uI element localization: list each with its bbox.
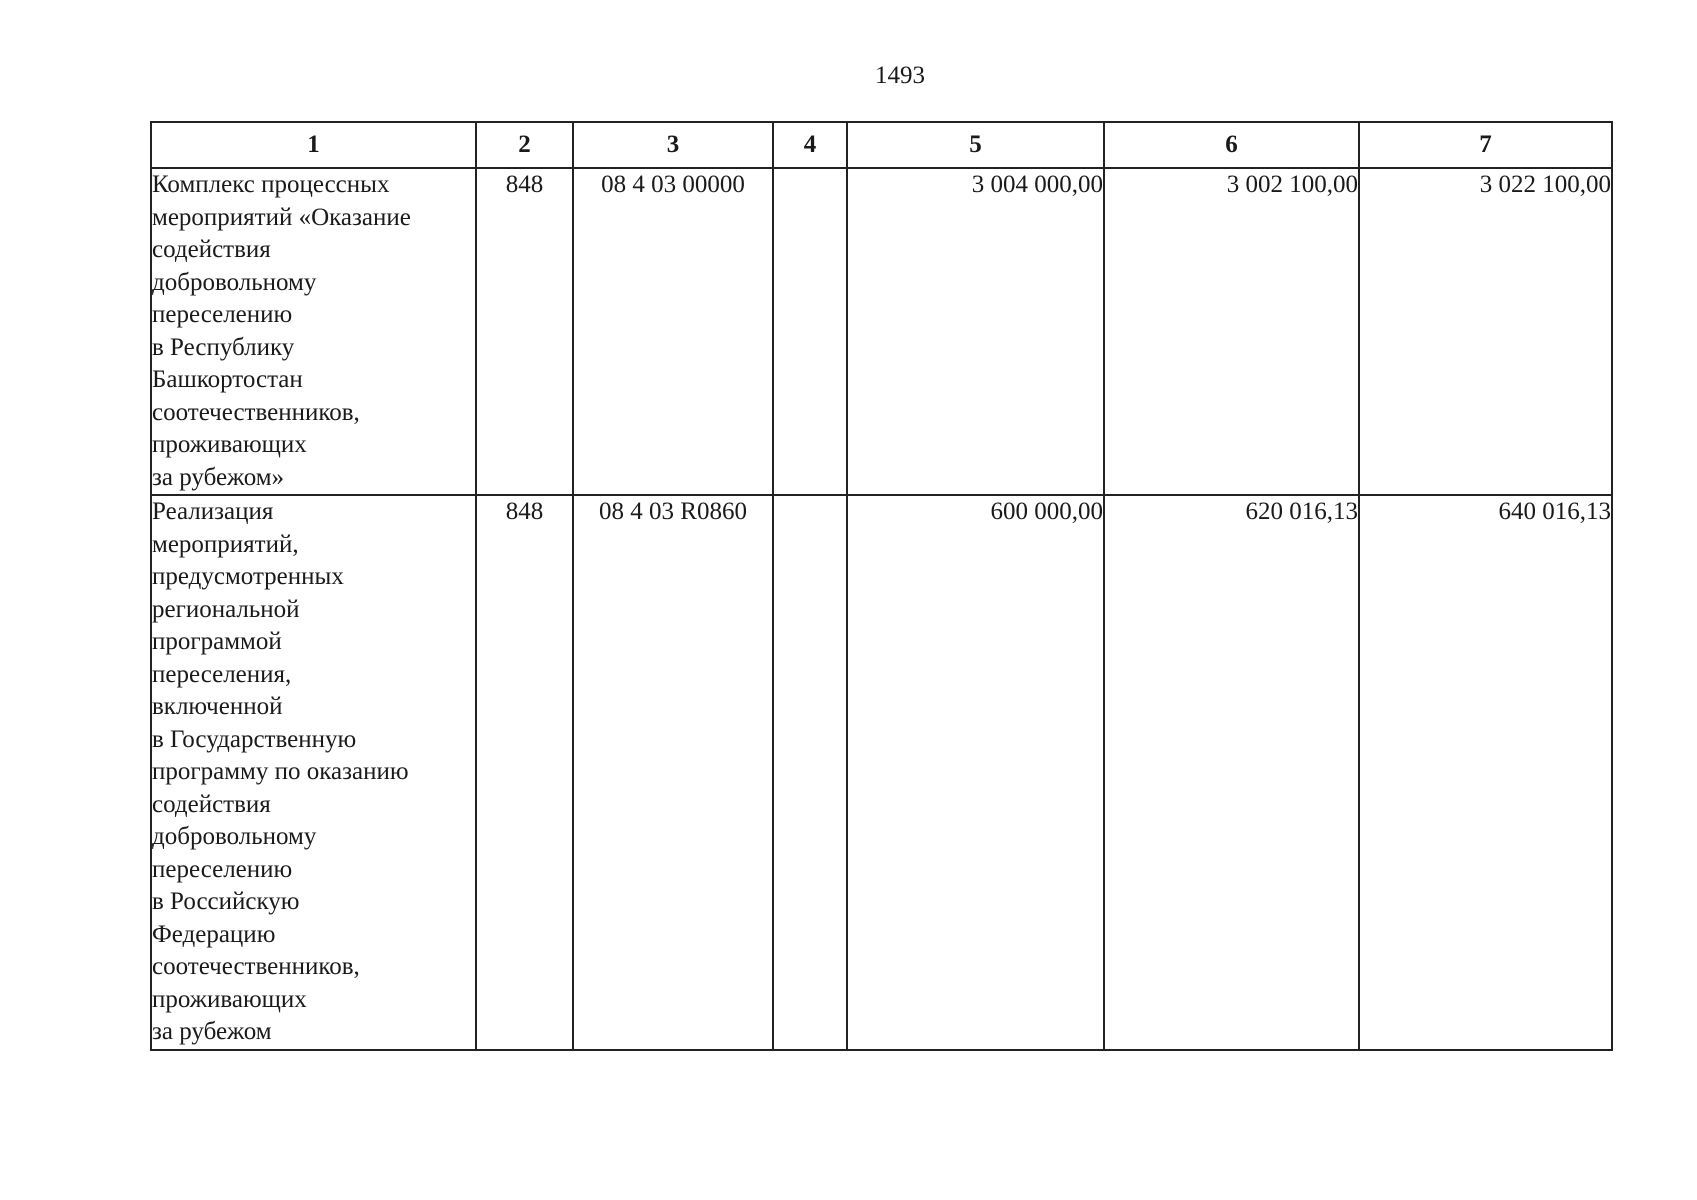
row-2-col-2: 848 [476, 495, 573, 1050]
name-line: переселению [152, 301, 293, 328]
name-line: программу по оказанию [152, 758, 409, 785]
table-row [151, 495, 1612, 1050]
name-line: переселения, [152, 660, 292, 688]
row-2-col-5: 600 000,00 [847, 495, 1104, 1050]
name-line: соотечественников, [152, 953, 360, 980]
name-line: содействия [152, 236, 271, 263]
header-col-2: 2 [476, 122, 573, 168]
name-line: в Государственную [152, 725, 357, 753]
name-line: Реализация [152, 498, 274, 525]
header-col-7: 7 [1359, 122, 1612, 168]
name-line: мероприятий, [152, 530, 299, 558]
name-line: проживающих [152, 431, 307, 458]
row-1-col-6: 3 002 100,00 [1104, 168, 1359, 495]
name-line: в Российскую [152, 888, 300, 915]
header-col-1: 1 [151, 122, 476, 168]
name-line: в Республику [152, 333, 295, 361]
name-line: Федерацию [152, 920, 276, 948]
row-1-col-4 [773, 168, 847, 495]
name-line: соотечественников, [152, 398, 360, 426]
name-line: региональной [152, 595, 300, 623]
page-number: 1493 [875, 62, 925, 89]
name-line: переселению [152, 855, 293, 883]
name-line: включенной [152, 693, 283, 720]
name-line: проживающих [152, 985, 307, 1013]
name-line: предусмотренных [152, 563, 344, 590]
header-col-4: 4 [773, 122, 847, 168]
budget-table [150, 121, 1613, 1051]
row-2-col-4 [773, 495, 847, 1050]
name-line: добровольному [152, 823, 317, 850]
name-line: содействия [152, 790, 271, 818]
name-line: программой [152, 628, 282, 655]
table-row [151, 168, 1612, 495]
name-line: Комплекс процессных [152, 171, 390, 198]
row-2-name [151, 495, 476, 1050]
row-1-col-5: 3 004 000,00 [847, 168, 1104, 495]
table-header-row [151, 122, 1612, 168]
header-col-5: 5 [847, 122, 1104, 168]
name-line: за рубежом» [152, 463, 285, 491]
row-1-col-7: 3 022 100,00 [1359, 168, 1612, 495]
row-1-col-3: 08 4 03 00000 [573, 168, 773, 495]
row-2-col-7: 640 016,13 [1359, 495, 1612, 1050]
row-1-col-2: 848 [476, 168, 573, 495]
name-line: добровольному [152, 268, 317, 296]
name-line: за рубежом [152, 1018, 272, 1045]
name-line: Башкортостан [152, 366, 303, 393]
row-1-name [151, 168, 476, 495]
row-2-col-3: 08 4 03 R0860 [573, 495, 773, 1050]
name-line: мероприятий «Оказание [152, 203, 411, 231]
row-2-col-6: 620 016,13 [1104, 495, 1359, 1050]
header-col-6: 6 [1104, 122, 1359, 168]
header-col-3: 3 [573, 122, 773, 168]
